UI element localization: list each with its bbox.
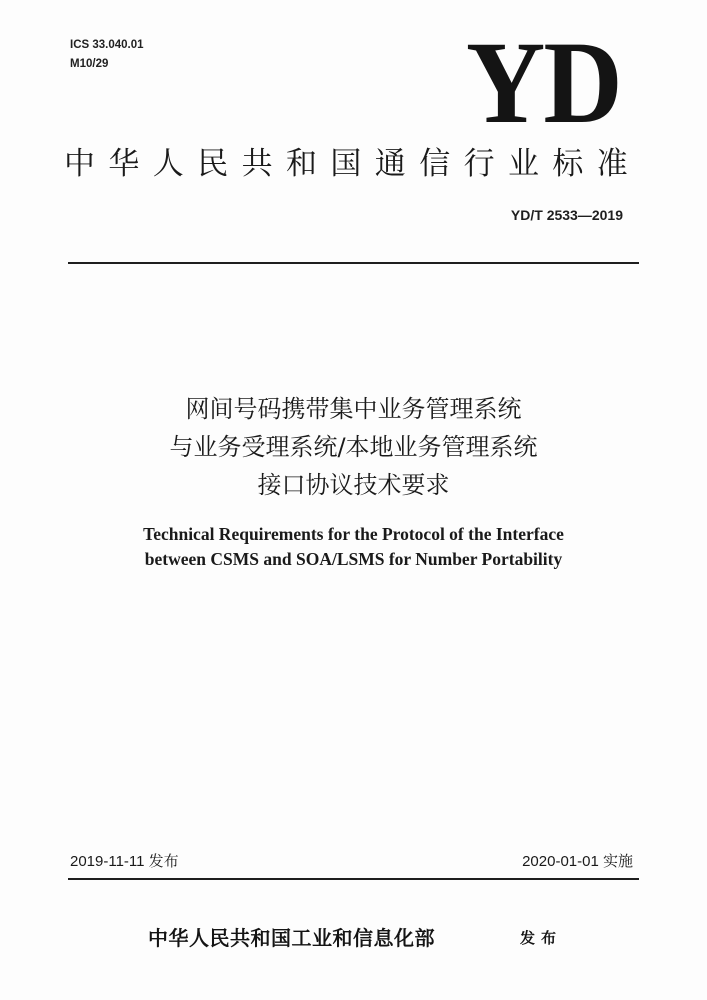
issue-label: 发布 — [520, 929, 563, 947]
chinese-title-line: 接口协议技术要求 — [257, 471, 450, 499]
standard-number: YD/T 2533—2019 — [510, 207, 623, 223]
top-divider — [68, 262, 639, 264]
standard-type-title: 中华人民共和国通信行业标准 — [64, 146, 642, 182]
english-title — [0, 522, 707, 572]
english-title-line: Technical Requirements for the Protocol of the Interface — [143, 524, 564, 544]
yd-logo: YD — [466, 17, 621, 148]
chinese-title-line: 网间号码携带集中业务管理系统 — [185, 395, 522, 423]
chinese-title-line: 与业务受理系统/本地业务管理系统 — [169, 433, 538, 461]
ics-code: ICS 33.040.01 — [70, 39, 144, 51]
classification-codes — [70, 36, 144, 74]
issue-date: 2019-11-11 发布 — [70, 853, 179, 870]
issuing-authority: 中华人民共和国工业和信息化部 — [148, 926, 435, 950]
implementation-date: 2020-01-01 实施 — [522, 853, 633, 870]
chinese-title — [0, 390, 707, 504]
english-title-line: between CSMS and SOA/LSMS for Number Portability — [144, 549, 563, 569]
bottom-divider — [68, 878, 639, 880]
ccs-code: M10/29 — [70, 58, 109, 70]
